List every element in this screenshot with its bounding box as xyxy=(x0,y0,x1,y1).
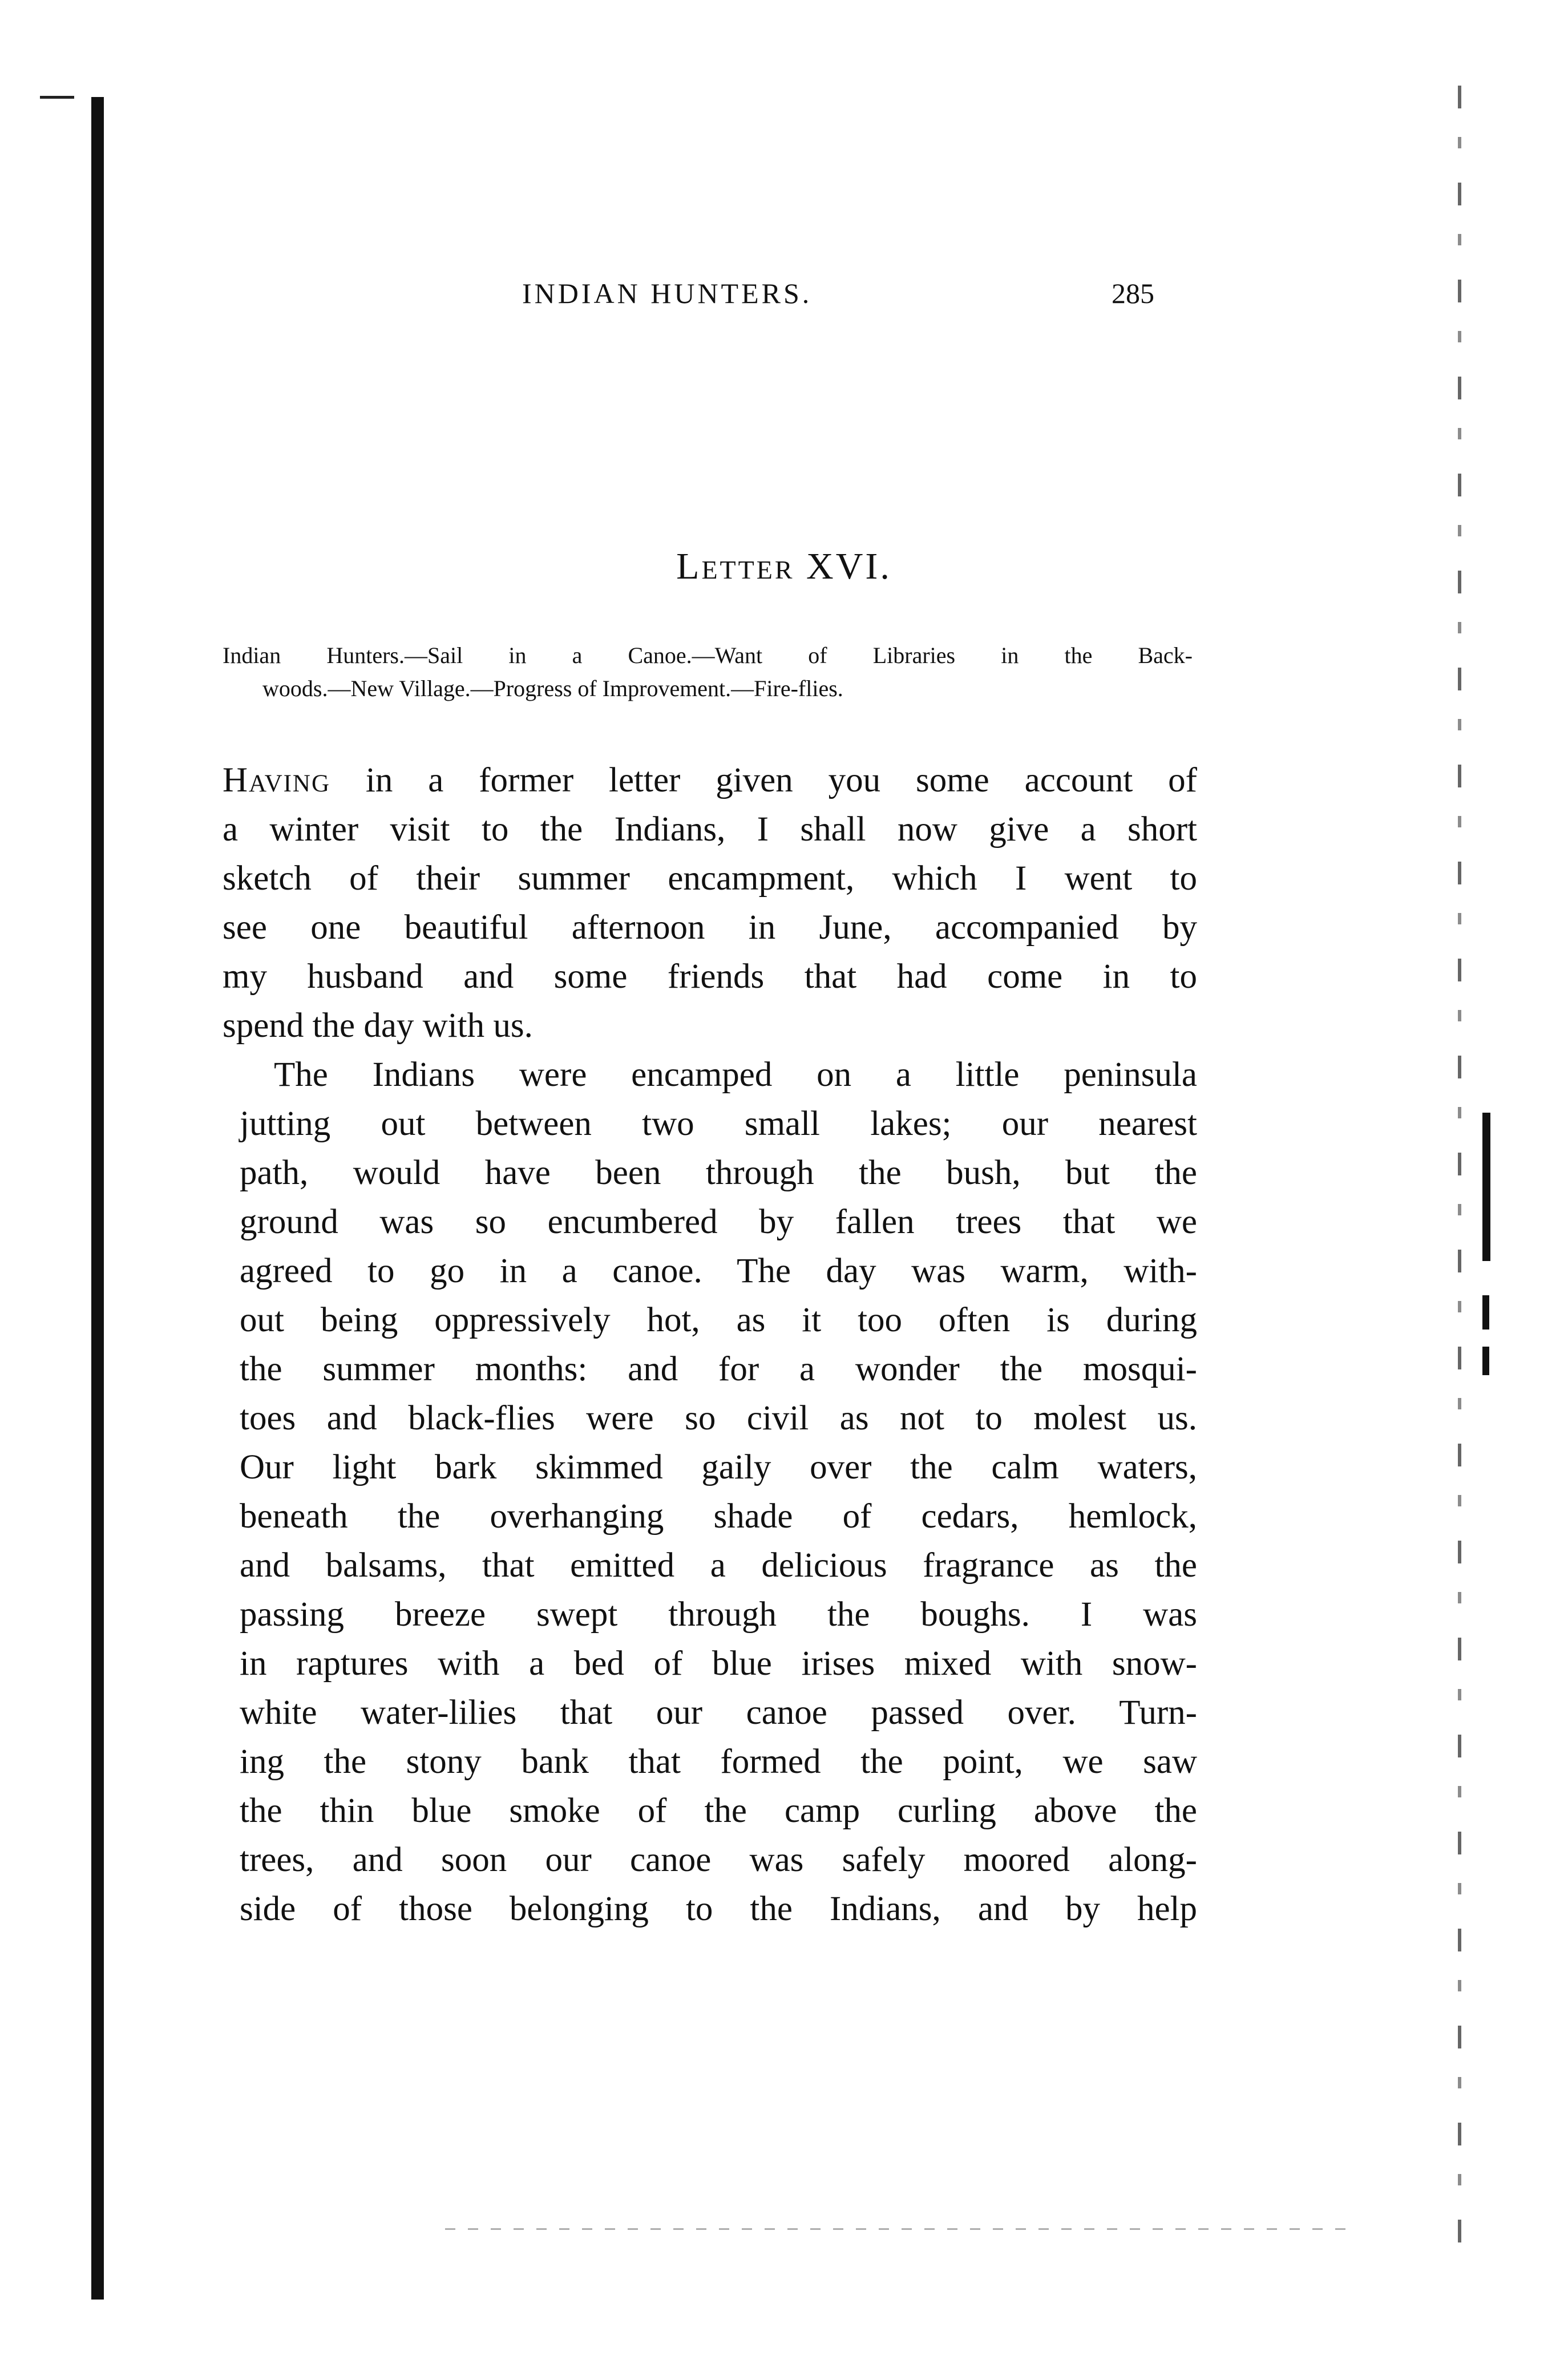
body-text xyxy=(223,756,1197,1934)
body-line: out being oppressively hot, as it too often is during xyxy=(240,1301,1197,1339)
scan-bottom-noise xyxy=(445,2228,1358,2230)
drop-word: Having xyxy=(223,761,331,799)
body-line: the summer months: and for a wonder the mosqui- xyxy=(240,1350,1197,1388)
scan-edge-mark xyxy=(1482,1295,1489,1330)
body-line: spend the day with us. xyxy=(223,1007,533,1045)
body-line: agreed to go in a canoe. The day was warm, with- xyxy=(240,1252,1197,1290)
scan-margin-mark xyxy=(40,96,74,99)
body-line xyxy=(223,756,1197,805)
body-line: passing breeze swept through the boughs. I was xyxy=(240,1595,1197,1634)
chapter-title-numeral: XVI. xyxy=(806,545,892,587)
body-line: my husband and some friends that had come in to xyxy=(223,957,1197,996)
body-line: side of those belonging to the Indians, and by help xyxy=(240,1890,1197,1928)
body-line: ing the stony bank that formed the point, we saw xyxy=(240,1743,1197,1781)
body-line: The Indians were encamped on a little peninsula xyxy=(274,1056,1197,1094)
body-line: toes and black-flies were so civil as not to molest us. xyxy=(240,1399,1197,1437)
chapter-title xyxy=(0,545,1568,588)
page-number: 285 xyxy=(1112,277,1154,309)
body-line: beneath the overhanging shade of cedars, hemlock, xyxy=(240,1497,1197,1535)
body-line: trees, and soon our canoe was safely moored along- xyxy=(240,1841,1197,1879)
running-head: INDIAN HUNTERS. xyxy=(522,277,813,309)
scan-binding-shadow xyxy=(91,97,104,2300)
body-line: ground was so encumbered by fallen trees that we xyxy=(240,1203,1197,1241)
page-header xyxy=(0,277,1568,322)
scan-edge-noise xyxy=(1458,86,1461,2254)
chapter-title-lead: Letter xyxy=(676,545,795,587)
body-line: a winter visit to the Indians, I shall now give a short xyxy=(223,810,1197,848)
chapter-summary xyxy=(223,639,1193,705)
body-line: jutting out between two small lakes; our nearest xyxy=(240,1105,1197,1143)
body-line: see one beautiful afternoon in June, accompanied by xyxy=(223,908,1197,947)
scan-edge-mark xyxy=(1482,1347,1489,1375)
body-line-rest: in a former letter given you some account of xyxy=(330,761,1197,799)
body-line: and balsams, that emitted a delicious fragrance as the xyxy=(240,1546,1197,1585)
body-line: path, would have been through the bush, but the xyxy=(240,1154,1197,1192)
body-line: white water-lilies that our canoe passed over. Turn- xyxy=(240,1694,1197,1732)
body-line: sketch of their summer encampment, which I went to xyxy=(223,859,1197,898)
summary-line: Indian Hunters.—Sail in a Canoe.—Want of Libraries in the Back- xyxy=(223,642,1193,668)
body-line: the thin blue smoke of the camp curling above the xyxy=(240,1792,1197,1830)
scan-edge-mark xyxy=(1482,1113,1490,1261)
body-line: in raptures with a bed of blue irises mixed with snow- xyxy=(240,1644,1197,1683)
body-line: Our light bark skimmed gaily over the calm waters, xyxy=(240,1448,1197,1486)
summary-line: woods.—New Village.—Progress of Improvement.—Fire-flies. xyxy=(262,676,843,701)
